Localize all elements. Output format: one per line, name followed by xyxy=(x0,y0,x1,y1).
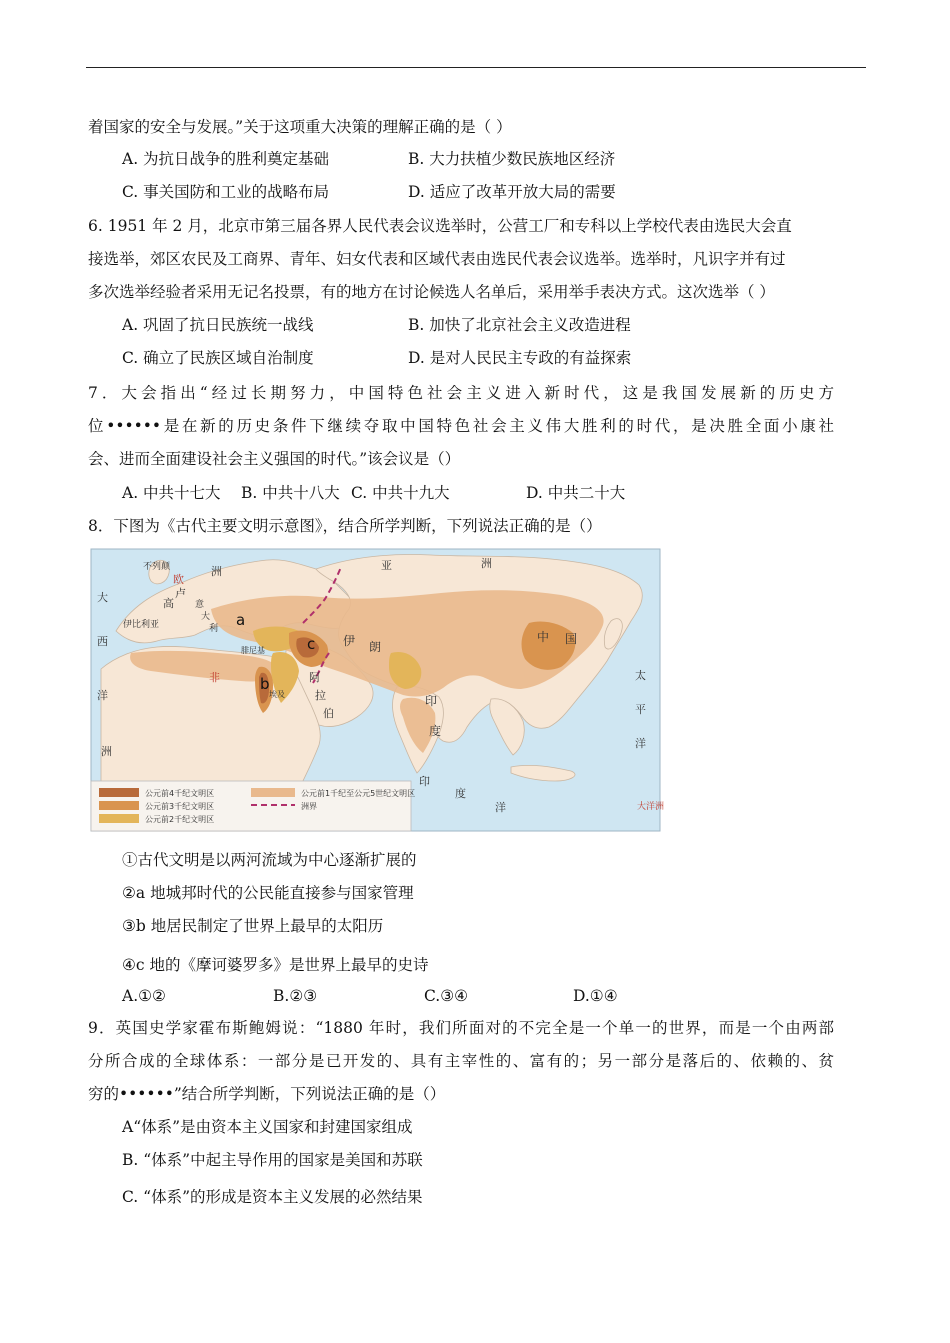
q9-option-b[interactable]: B. “体系”中起主导作用的国家是美国和苏联 xyxy=(122,1151,423,1169)
map-label-europe-1: 欧 xyxy=(173,573,184,586)
map-label-indian-ocean-3: 洋 xyxy=(495,801,506,814)
map-label-atlantic-3: 洋 xyxy=(97,689,108,702)
map-label-oceania: 大洋洲 xyxy=(637,802,665,812)
map-point-b: b xyxy=(260,675,270,693)
legend-swatch-civ4 xyxy=(99,788,139,797)
map-label-iberia: 伊比利亚 xyxy=(123,620,160,630)
map-label-indian-ocean-1: 印 xyxy=(419,775,430,788)
q6-option-d[interactable]: D. 是对人民民主专政的有益探索 xyxy=(408,349,632,367)
q6-option-b[interactable]: B. 加快了北京社会主义改造进程 xyxy=(408,316,631,334)
map-label-arabia-1: 阿 xyxy=(309,671,320,684)
legend-swatch-civ3 xyxy=(99,801,139,810)
map-label-atlantic-1: 大 xyxy=(97,591,108,604)
map-label-gaul-2: 卢 xyxy=(175,587,186,600)
map-label-egypt: 埃及 xyxy=(269,690,285,699)
q7-option-a[interactable]: A. 中共十七大 xyxy=(122,484,221,502)
legend-civ4: 公元前4千纪文明区 xyxy=(145,789,215,798)
q8-option-d[interactable]: D.①④ xyxy=(573,987,618,1005)
q9-stem-line-2: 分所合成的全球体系：一部分是已开发的、具有主宰性的、富有的；另一部分是落后的、依赖的、贫 xyxy=(88,1052,834,1070)
map-label-gaul-1: 高 xyxy=(163,597,174,610)
map-label-iran-2: 朗 xyxy=(369,640,382,654)
q7-stem-line-1: 7．大会指出“经过长期努力，中国特色社会主义进入新时代，这是我国发展新的历史方 xyxy=(88,384,834,402)
map-label-italy-3: 利 xyxy=(209,624,219,634)
q7-option-d[interactable]: D. 中共二十大 xyxy=(526,484,626,502)
map-legend xyxy=(91,781,415,831)
q8-statement-4: ④c 地的《摩诃婆罗多》是世界上最早的史诗 xyxy=(122,956,429,974)
map-label-atlantic-2: 西 xyxy=(97,635,108,648)
legend-civ3: 公元前3千纪文明区 xyxy=(145,802,215,811)
legend-civ1: 公元前1千纪至公元5世纪文明区 xyxy=(301,789,416,798)
q5-option-c[interactable]: C. 事关国防和工业的战略布局 xyxy=(122,183,330,201)
map-label-india-1: 印 xyxy=(425,694,438,708)
map-label-arabia-2: 拉 xyxy=(315,689,326,702)
q7-stem-line-3: 会、进而全面建设社会主义强国的时代。”该会议是（） xyxy=(88,450,461,468)
map-label-pacific-2: 平 xyxy=(635,703,646,716)
q5-stem-tail: 着国家的安全与发展。”关于这项重大决策的理解正确的是（ ） xyxy=(88,118,512,136)
q5-option-d[interactable]: D. 适应了改革开放大局的需要 xyxy=(408,183,616,201)
map-point-c: c xyxy=(307,635,316,653)
legend-swatch-civ1 xyxy=(251,788,295,797)
map-label-italy-1: 意 xyxy=(195,600,205,610)
legend-swatch-civ2 xyxy=(99,814,139,823)
map-label-africa-1: 非 xyxy=(209,671,220,684)
map-label-asia-1: 亚 xyxy=(381,559,392,572)
map-point-a: a xyxy=(236,611,246,629)
q8-statement-3: ③b 地居民制定了世界上最早的太阳历 xyxy=(122,917,384,935)
q7-option-c[interactable]: C. 中共十九大 xyxy=(351,484,450,502)
q8-option-a[interactable]: A.①② xyxy=(122,987,166,1005)
q8-option-b[interactable]: B.②③ xyxy=(273,987,318,1005)
q8-option-c[interactable]: C.③④ xyxy=(424,987,469,1005)
map-label-asia-2: 洲 xyxy=(481,557,492,570)
q6-option-c[interactable]: C. 确立了民族区域自治制度 xyxy=(122,349,314,367)
map-label-britain: 不列颠 xyxy=(143,562,171,572)
map-label-pacific-3: 洋 xyxy=(635,737,646,750)
header-rule xyxy=(86,67,866,68)
map-label-europe-2: 洲 xyxy=(211,565,222,578)
q8-statement-2: ②a 地城邦时代的公民能直接参与国家管理 xyxy=(122,884,414,902)
map-label-pacific-1: 太 xyxy=(635,669,646,682)
q5-option-a[interactable]: A. 为抗日战争的胜利奠定基础 xyxy=(122,150,330,168)
q7-option-b[interactable]: B. 中共十八大 xyxy=(241,484,340,502)
map-label-china-2: 国 xyxy=(565,632,578,646)
q6-stem-line-1: 6. 1951 年 2 月，北京市第三届各界人民代表会议选举时，公营工厂和专科以上学校代表由选民大会直 xyxy=(88,217,792,235)
map-label-phoenicia: 腓尼基 xyxy=(241,646,265,655)
q5-option-b[interactable]: B. 大力扶植少数民族地区经济 xyxy=(408,150,616,168)
q8-statement-1: ①古代文明是以两河流域为中心逐渐扩展的 xyxy=(122,851,417,869)
q6-option-a[interactable]: A. 巩固了抗日民族统一战线 xyxy=(122,316,314,334)
ancient-civilizations-map xyxy=(91,549,665,831)
map-label-china-1: 中 xyxy=(537,630,550,644)
map-label-italy-2: 大 xyxy=(201,612,211,622)
legend-boundary: 洲界 xyxy=(301,802,317,811)
map-label-indian-ocean-2: 度 xyxy=(455,787,466,800)
legend-civ2: 公元前2千纪文明区 xyxy=(145,815,215,824)
q6-stem-line-3: 多次选举经验者采用无记名投票，有的地方在讨论候选人名单后，采用举手表决方式。这次选举（ ） xyxy=(88,283,775,301)
q9-stem-line-1: 9．英国史学家霍布斯鲍姆说：“1880 年时，我们所面对的不完全是一个单一的世界，而是一个由两部 xyxy=(88,1019,834,1037)
map-label-iran-1: 伊 xyxy=(343,634,356,648)
map-label-africa-2: 洲 xyxy=(101,745,112,758)
q9-option-a[interactable]: A“体系”是由资本主义国家和封建国家组成 xyxy=(122,1118,413,1136)
map-label-india-2: 度 xyxy=(429,724,442,738)
q7-stem-line-2: 位••••••是在新的历史条件下继续夺取中国特色社会主义伟大胜利的时代，是决胜全面小康社 xyxy=(88,417,834,435)
map-label-arabia-3: 伯 xyxy=(323,707,334,720)
q6-stem-line-2: 接选举，郊区农民及工商界、青年、妇女代表和区域代表由选民代表会议选举。选举时，凡识字并有过 xyxy=(88,250,786,268)
q9-option-c[interactable]: C. “体系”的形成是资本主义发展的必然结果 xyxy=(122,1188,423,1206)
q9-stem-line-3: 穷的••••••”结合所学判断，下列说法正确的是（） xyxy=(88,1085,446,1103)
q8-stem: 8．下图为《古代主要文明示意图》，结合所学判断，下列说法正确的是（） xyxy=(88,517,602,535)
